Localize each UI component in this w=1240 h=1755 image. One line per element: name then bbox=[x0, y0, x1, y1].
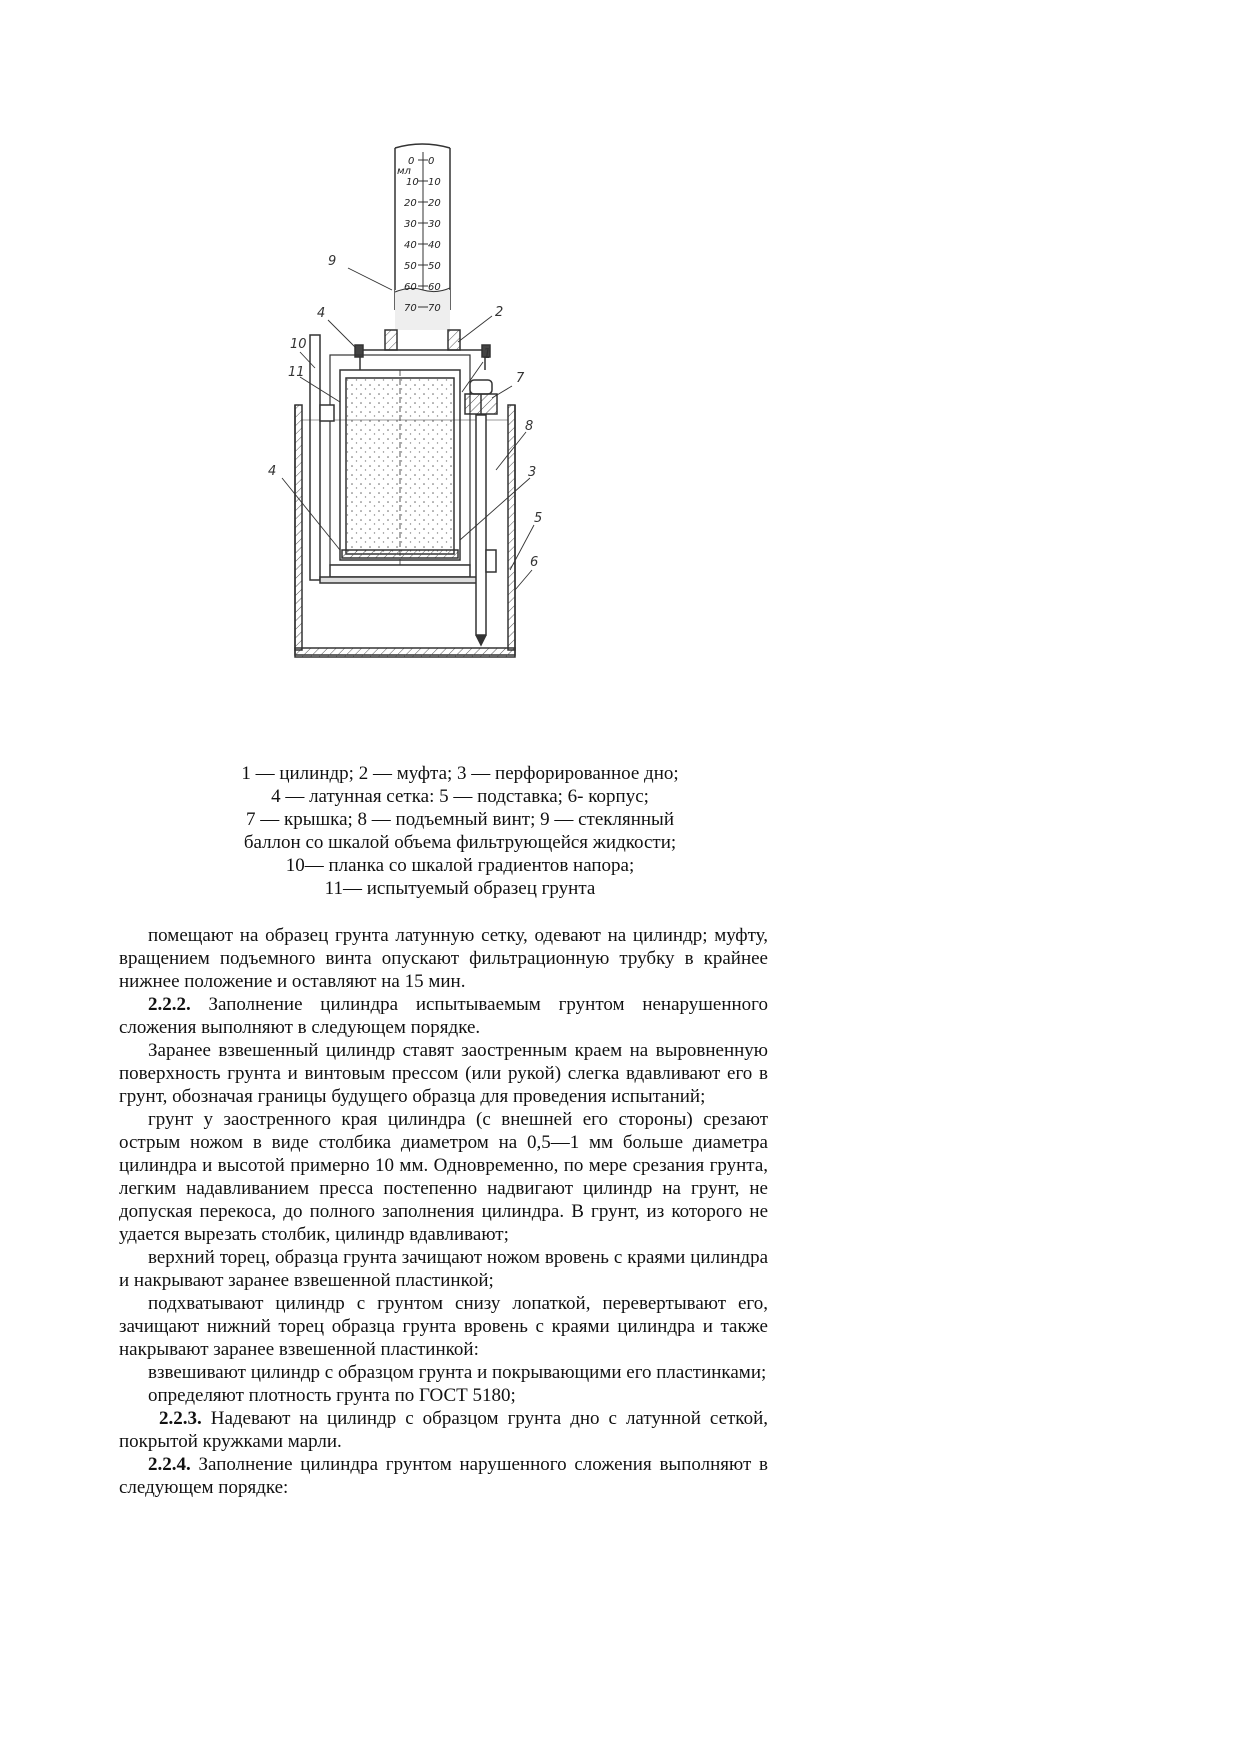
label-3: 3 bbox=[528, 465, 537, 480]
filtration-device-drawing bbox=[260, 130, 620, 755]
caption-line: 7 — крышка; 8 — подъемный винт; 9 — стеклянный bbox=[246, 809, 674, 830]
label-4b: 4 bbox=[268, 464, 277, 479]
label-2: 2 bbox=[495, 305, 504, 320]
figure-caption bbox=[150, 762, 770, 900]
scale-right-0: 0 bbox=[428, 156, 435, 167]
section-number: 2.2.3. bbox=[159, 1408, 202, 1429]
section-number: 2.2.4. bbox=[148, 1454, 191, 1475]
label-5: 5 bbox=[534, 511, 543, 526]
label-1: 1 bbox=[483, 347, 492, 362]
paragraph: грунт у заостренного края цилиндра (с внешней его стороны) срезают острым ножом в виде столбика диаметром на 0,5—1 мм больше диаметра цилиндра и высотой примерно 10 мм. Одновременно, по мере срезания грунта, легким надавливанием пресса постепенно надвигают цилиндр на грунт, не допуская перекоса, до полного заполнения цилиндра. В грунт, из которого не удается вырезать столбик, цилиндр вдавливают; bbox=[119, 1109, 768, 1245]
scale-left-50: 50 bbox=[404, 261, 417, 272]
scale-right-60: 60 bbox=[428, 282, 441, 293]
paragraph: верхний торец, образца грунта зачищают ножом вровень с краями цилиндра и накрывают заранее взвешенной пластинкой; bbox=[119, 1247, 768, 1291]
scale-right-50: 50 bbox=[428, 261, 441, 272]
scale-left-70: 70 bbox=[404, 303, 417, 314]
scale-right-40: 40 bbox=[428, 240, 441, 251]
paragraph: подхватывают цилиндр с грунтом снизу лопаткой, перевертывают его, зачищают нижний торец образца грунта вровень с краями цилиндра и также накрывают заранее взвешенной пластинкой: bbox=[119, 1293, 768, 1360]
scale-left-0: 0 bbox=[408, 156, 415, 167]
body-text bbox=[119, 924, 768, 1499]
label-10: 10 bbox=[290, 337, 307, 352]
caption-line: 11— испытуемый образец грунта bbox=[324, 878, 596, 899]
label-7: 7 bbox=[516, 371, 525, 386]
paragraph: 2.2.3. Надевают на цилиндр с образцом грунта дно с латунной сеткой, покрытой кружками марли. bbox=[119, 1408, 768, 1452]
caption-line: баллон со шкалой объема фильтрующейся жидкости; bbox=[243, 832, 677, 853]
scale-right-10: 10 bbox=[428, 177, 441, 188]
label-9: 9 bbox=[328, 254, 337, 269]
stand bbox=[320, 565, 480, 583]
paragraph: определяют плотность грунта по ГОСТ 5180; bbox=[148, 1385, 516, 1406]
scale-left-60: 60 bbox=[404, 282, 417, 293]
caption-line: 4 — латунная сетка: 5 — подставка; 6- корпус; bbox=[271, 786, 649, 807]
paragraph: 2.2.4. Заполнение цилиндра грунтом нарушенного сложения выполняют в следующем порядке: bbox=[119, 1454, 768, 1498]
paragraph: Заранее взвешенный цилиндр ставят заостренным краем на выровненную поверхность грунта и винтовым прессом (или рукой) слегка вдавливают его в грунт, обозначая границы будущего образца для проведения испытаний; bbox=[119, 1040, 768, 1107]
label-4: 4 bbox=[317, 306, 326, 321]
scale-left-40: 40 bbox=[404, 240, 417, 251]
scale-left-30: 30 bbox=[404, 219, 417, 230]
scale-left-10: 10 bbox=[406, 177, 419, 188]
label-11: 11 bbox=[288, 365, 305, 380]
paragraph: взвешивают цилиндр с образцом грунта и покрывающими его пластинками; bbox=[148, 1362, 767, 1383]
device-figure bbox=[260, 130, 620, 755]
scale-unit: мл bbox=[397, 166, 411, 177]
scale-left-20: 20 bbox=[404, 198, 417, 209]
caption-line: 10— планка со шкалой градиентов напора; bbox=[285, 855, 635, 876]
cylinder bbox=[330, 355, 470, 565]
scale-right-20: 20 bbox=[428, 198, 441, 209]
scale-right-70: 70 bbox=[428, 303, 441, 314]
head-gradient-bar bbox=[310, 335, 320, 580]
paragraph: помещают на образец грунта латунную сетку, одевают на цилиндр; муфту, вращением подъемного винта опускают фильтрационную трубку в крайнее нижнее положение и оставляют на 15 мин. bbox=[119, 925, 768, 992]
label-8: 8 bbox=[525, 419, 534, 434]
scale-right-30: 30 bbox=[428, 219, 441, 230]
section-number: 2.2.2. bbox=[148, 994, 191, 1015]
label-6: 6 bbox=[530, 555, 539, 570]
caption-line: 1 — цилиндр; 2 — муфта; 3 — перфорированное дно; bbox=[241, 763, 679, 784]
paragraph: 2.2.2. Заполнение цилиндра испытываемым грунтом ненарушенного сложения выполняют в следующем порядке. bbox=[119, 994, 768, 1038]
